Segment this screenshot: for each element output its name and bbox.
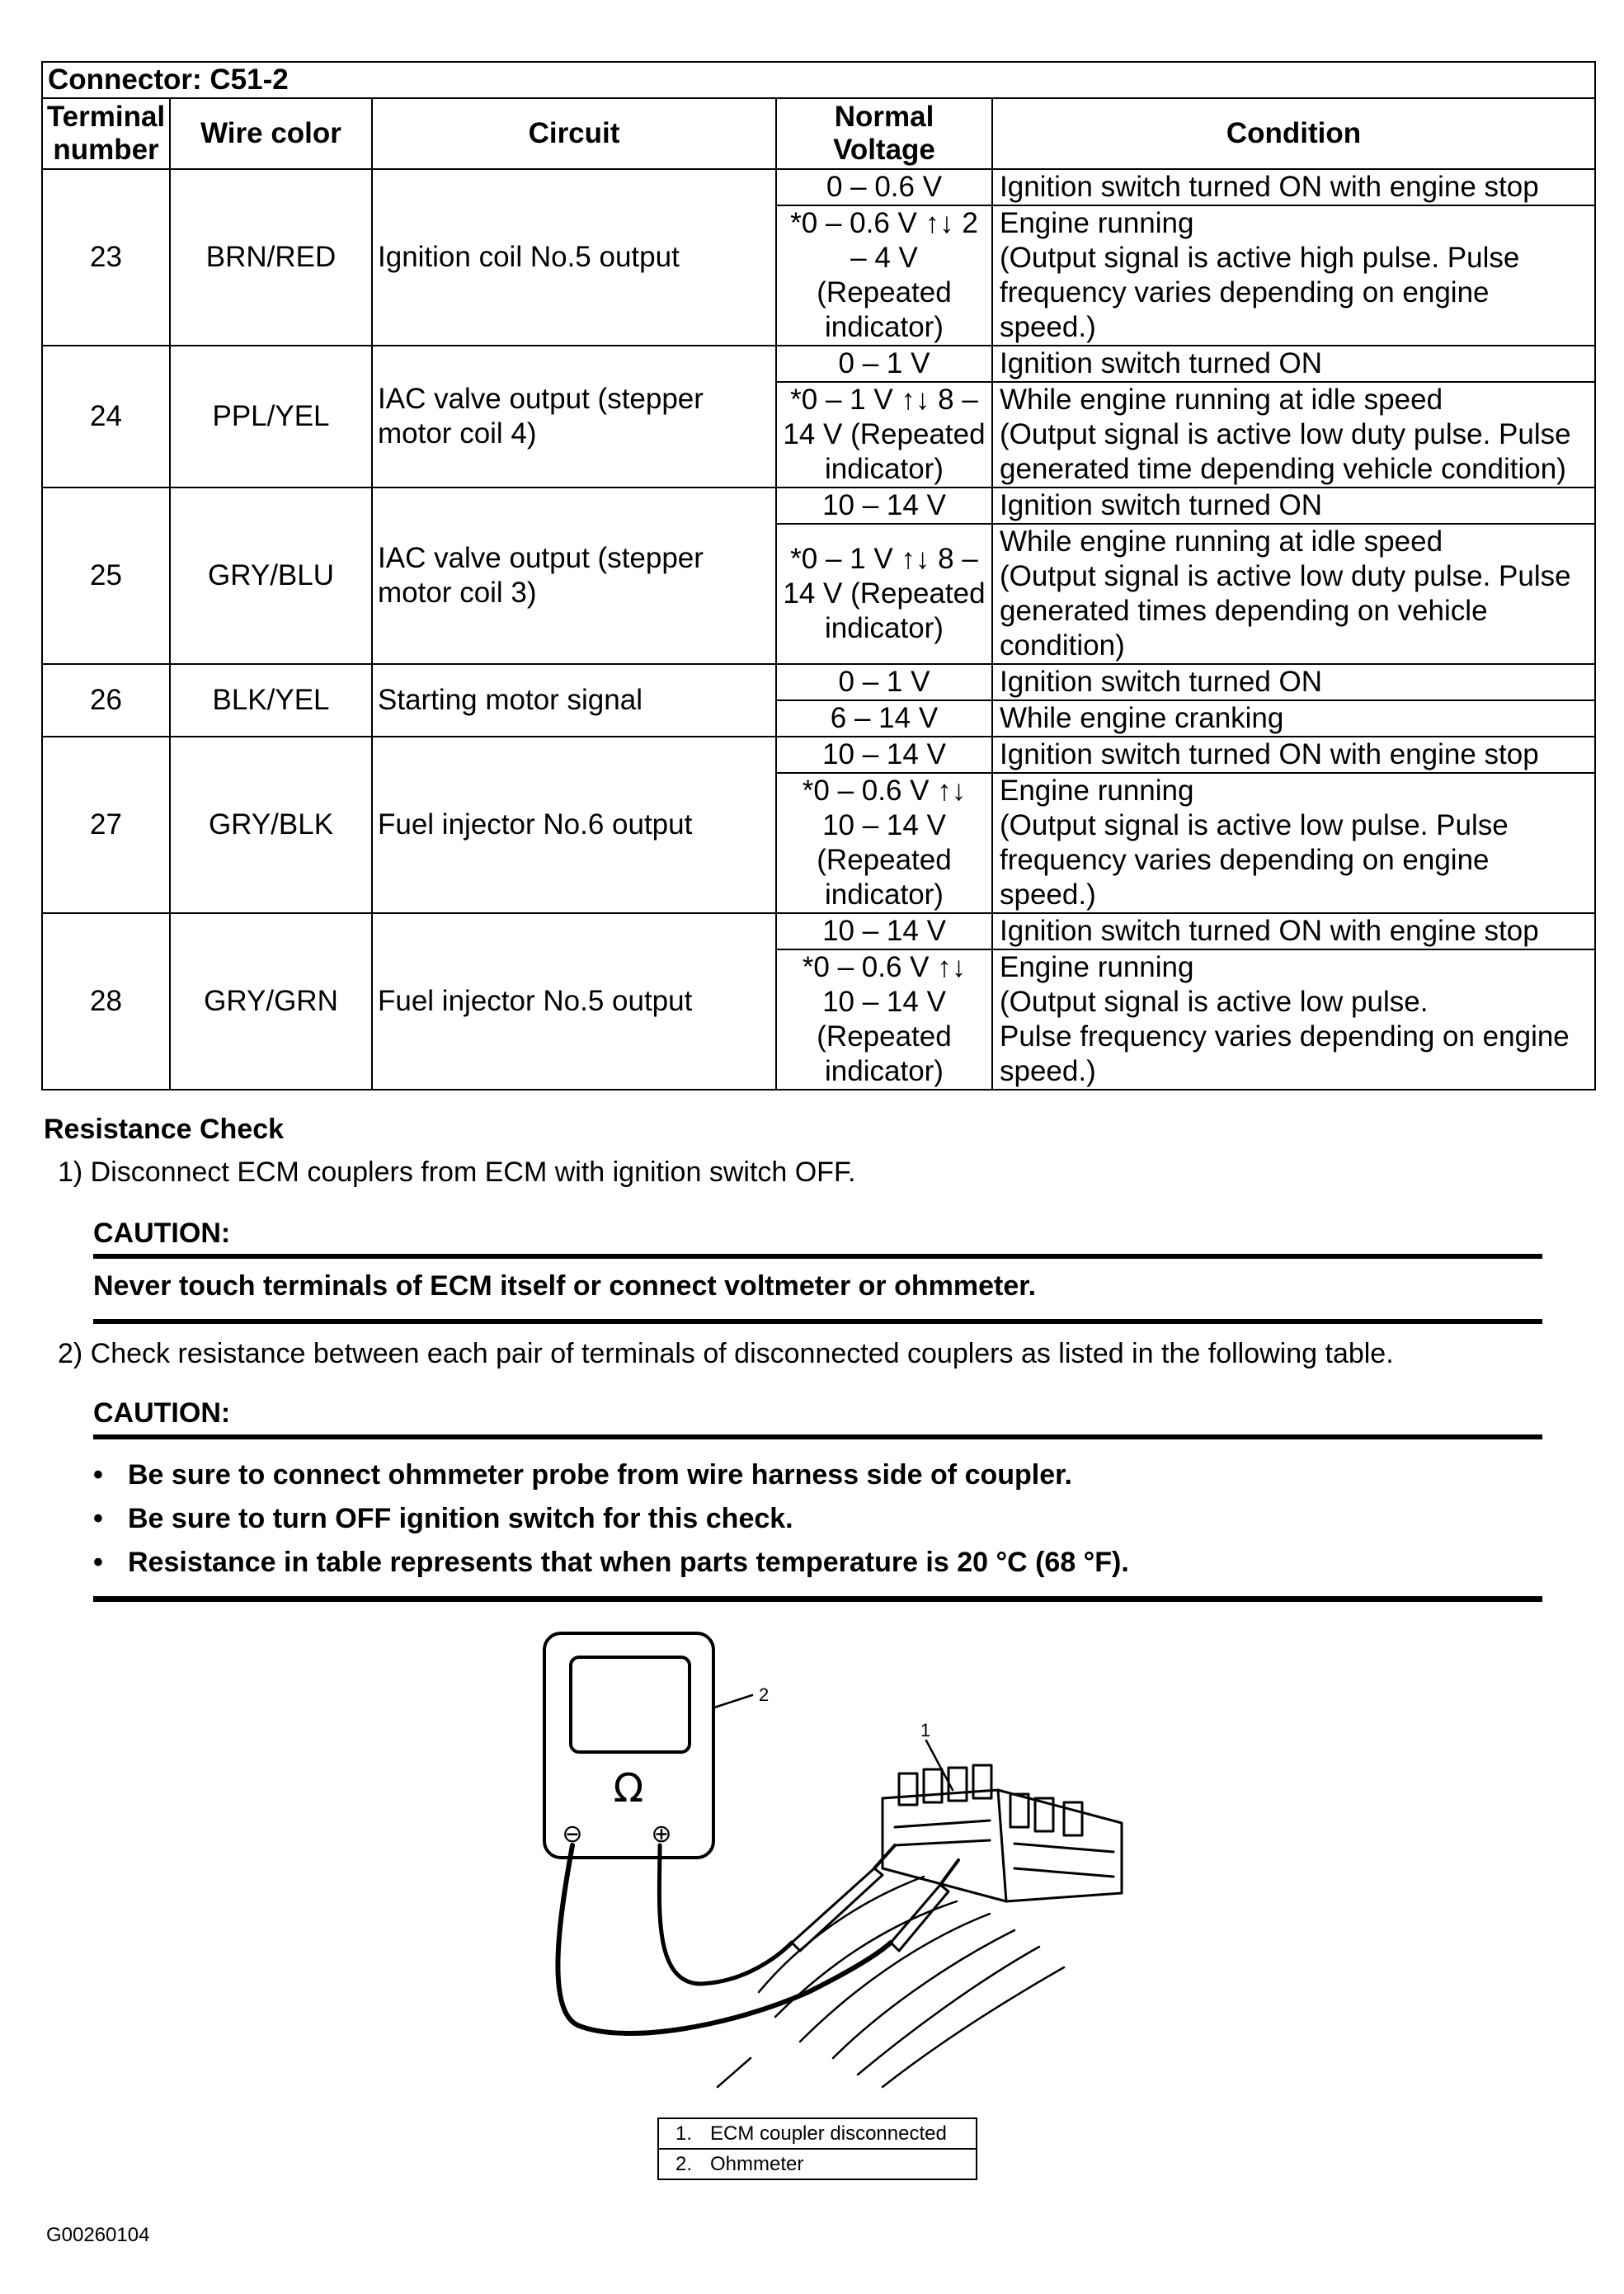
wire-color: BLK/YEL	[170, 664, 372, 737]
terminal-number: 26	[42, 664, 170, 737]
caution-text: Never touch terminals of ECM itself or connect voltmeter or ohmmeter.	[93, 1270, 1037, 1302]
callout-1: 1	[920, 1720, 931, 1741]
caution-bullets	[93, 1453, 1129, 1585]
ecm-coupler-icon	[883, 1765, 1122, 1901]
terminal-number: 28	[42, 913, 170, 1090]
figure-legend	[657, 2117, 977, 2180]
circuit: IAC valve output (stepper motor coil 3)	[372, 488, 776, 664]
circuit: IAC valve output (stepper motor coil 4)	[372, 346, 776, 488]
condition: Engine running (Output signal is active low pulse. Pulse frequency varies depending on engine speed.)	[992, 773, 1595, 913]
ohm-symbol: Ω	[613, 1765, 644, 1811]
callout-2: 2	[759, 1684, 770, 1705]
terminal-number: 27	[42, 737, 170, 913]
figure-code: G00260104	[46, 2224, 150, 2246]
normal-voltage: 10 – 14 V	[776, 913, 992, 949]
legend-number: 1.	[675, 2122, 693, 2145]
condition: Engine running (Output signal is active low pulse. Pulse frequency varies depending on engine speed.)	[992, 949, 1595, 1090]
normal-voltage: 6 – 14 V	[776, 700, 992, 737]
normal-voltage: 10 – 14 V	[776, 488, 992, 524]
caution-label: CAUTION:	[93, 1397, 231, 1429]
caution-rule-bottom	[93, 1596, 1542, 1602]
header-condition: Condition	[992, 98, 1595, 169]
circuit: Fuel injector No.6 output	[372, 737, 776, 913]
wire-harness-icon	[718, 1877, 1064, 2087]
legend-text: Ohmmeter	[710, 2153, 804, 2175]
list-item: • Resistance in table represents that when parts temperature is 20 °C (68 °F).	[93, 1547, 1129, 1578]
plus-terminal-icon: ⊕	[651, 1820, 672, 1849]
caution-rule-top	[93, 1434, 1542, 1439]
terminal-number: 23	[42, 169, 170, 346]
normal-voltage: *0 – 0.6 V ↑↓ 2 – 4 V (Repeated indicator)	[776, 205, 992, 346]
normal-voltage: *0 – 1 V ↑↓ 8 – 14 V (Repeated indicator)	[776, 382, 992, 488]
table-row	[42, 737, 1595, 773]
wire-color: GRY/BLK	[170, 737, 372, 913]
header-circuit: Circuit	[372, 98, 776, 169]
terminal-number: 25	[42, 488, 170, 664]
connector-table	[41, 61, 1596, 1090]
condition: Ignition switch turned ON with engine stop	[992, 913, 1595, 949]
header-wire-color: Wire color	[170, 98, 372, 169]
normal-voltage: 0 – 1 V	[776, 664, 992, 700]
condition: While engine running at idle speed (Output signal is active low duty pulse. Pulse generated time depending vehicle condition)	[992, 382, 1595, 488]
table-row	[42, 664, 1595, 700]
table-row	[42, 913, 1595, 949]
caution-rule-bottom	[93, 1319, 1542, 1324]
minus-terminal-icon: ⊖	[562, 1820, 583, 1849]
circuit: Ignition coil No.5 output	[372, 169, 776, 346]
legend-row	[658, 2149, 977, 2179]
condition: Ignition switch turned ON	[992, 488, 1595, 524]
table-row	[42, 169, 1595, 205]
normal-voltage: 10 – 14 V	[776, 737, 992, 773]
list-item: • Be sure to turn OFF ignition switch for this check.	[93, 1503, 793, 1534]
terminal-number: 24	[42, 346, 170, 488]
header-terminal-number: Terminal number	[42, 98, 170, 169]
condition: Ignition switch turned ON	[992, 664, 1595, 700]
step-1: 1) Disconnect ECM couplers from ECM with ignition switch OFF.	[58, 1156, 856, 1188]
step-2: 2) Check resistance between each pair of terminals of disconnected couplers as listed in the following table.	[58, 1338, 1394, 1369]
normal-voltage: *0 – 1 V ↑↓ 8 – 14 V (Repeated indicator)	[776, 524, 992, 664]
normal-voltage: 0 – 1 V	[776, 346, 992, 382]
condition: Ignition switch turned ON	[992, 346, 1595, 382]
normal-voltage: 0 – 0.6 V	[776, 169, 992, 205]
condition: Ignition switch turned ON with engine stop	[992, 169, 1595, 205]
table-row	[42, 346, 1595, 382]
legend-text: ECM coupler disconnected	[710, 2122, 947, 2145]
condition: While engine cranking	[992, 700, 1595, 737]
circuit: Starting motor signal	[372, 664, 776, 737]
wire-color: GRY/GRN	[170, 913, 372, 1090]
normal-voltage: *0 – 0.6 V ↑↓ 10 – 14 V (Repeated indicator)	[776, 773, 992, 913]
connector-name: Connector: C51-2	[42, 62, 1595, 98]
table-row	[42, 488, 1595, 524]
connector-header-row	[42, 62, 1595, 98]
condition: While engine running at idle speed (Output signal is active low duty pulse. Pulse generated times depending on vehicle condition)	[992, 524, 1595, 664]
wire-color: PPL/YEL	[170, 346, 372, 488]
normal-voltage: *0 – 0.6 V ↑↓ 10 – 14 V (Repeated indicator)	[776, 949, 992, 1090]
header-normal-voltage: Normal Voltage	[776, 98, 992, 169]
section-heading: Resistance Check	[44, 1114, 285, 1145]
caution-rule-top	[93, 1254, 1542, 1259]
list-item: • Be sure to connect ohmmeter probe from wire harness side of coupler.	[93, 1459, 1072, 1491]
wire-color: GRY/BLU	[170, 488, 372, 664]
column-header-row	[42, 98, 1595, 169]
caution-label: CAUTION:	[93, 1218, 231, 1249]
condition: Ignition switch turned ON with engine stop	[992, 737, 1595, 773]
legend-number: 2.	[675, 2153, 693, 2175]
condition: Engine running (Output signal is active high pulse. Pulse frequency varies depending on engine speed.)	[992, 205, 1595, 346]
wire-color: BRN/RED	[170, 169, 372, 346]
legend-row	[658, 2118, 977, 2149]
circuit: Fuel injector No.5 output	[372, 913, 776, 1090]
ohmmeter-illustration	[528, 1629, 1138, 2099]
